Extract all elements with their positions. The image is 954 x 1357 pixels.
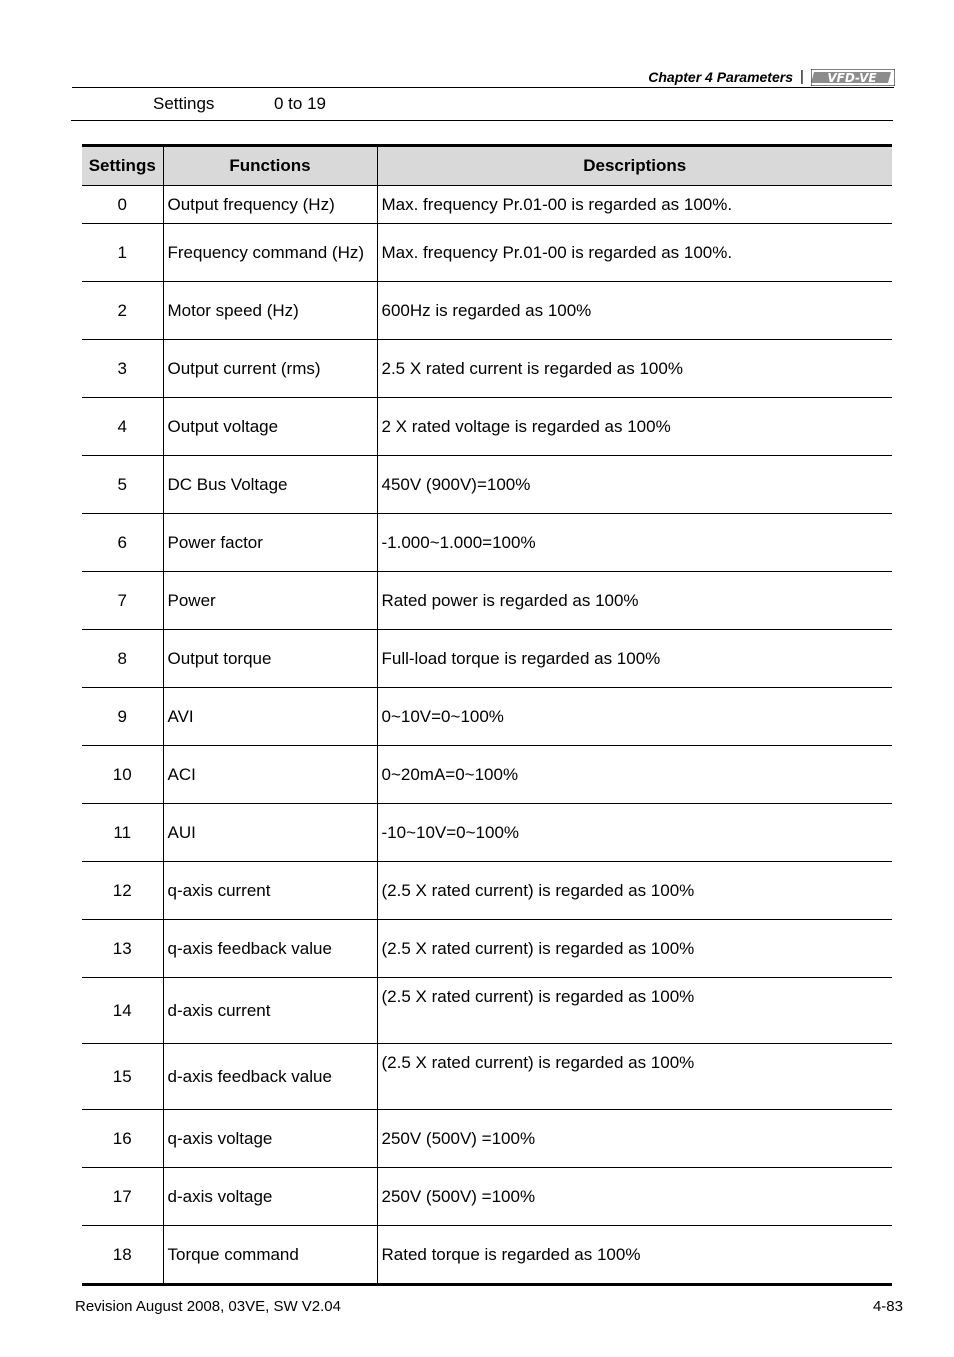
- description-cell: -10~10V=0~100%: [377, 804, 892, 862]
- description-cell: Max. frequency Pr.01-00 is regarded as 100%.: [377, 224, 892, 282]
- table-row: [82, 514, 892, 572]
- setting-cell: 3: [82, 340, 163, 398]
- logo-text: VFD-VE: [827, 71, 877, 85]
- column-header-functions: Functions: [163, 146, 377, 186]
- table-row: [82, 630, 892, 688]
- setting-cell: 17: [82, 1168, 163, 1226]
- function-cell: q-axis feedback value: [163, 920, 377, 978]
- settings-label: Settings: [153, 94, 215, 113]
- description-cell: Max. frequency Pr.01-00 is regarded as 100%.: [377, 186, 892, 224]
- function-cell: Power: [163, 572, 377, 630]
- setting-cell: 16: [82, 1110, 163, 1168]
- table-row: [82, 340, 892, 398]
- table-row: [82, 186, 892, 224]
- description-cell: 450V (900V)=100%: [377, 456, 892, 514]
- function-cell: AVI: [163, 688, 377, 746]
- function-cell: d-axis voltage: [163, 1168, 377, 1226]
- description-cell: 250V (500V) =100%: [377, 1110, 892, 1168]
- function-cell: Output torque: [163, 630, 377, 688]
- function-cell: q-axis current: [163, 862, 377, 920]
- chapter-title: Chapter 4 Parameters: [648, 69, 793, 85]
- setting-cell: 6: [82, 514, 163, 572]
- settings-rule: [71, 120, 893, 121]
- function-cell: q-axis voltage: [163, 1110, 377, 1168]
- table-row: [82, 978, 892, 1044]
- function-cell: AUI: [163, 804, 377, 862]
- table-row: [82, 920, 892, 978]
- chapter-separator: |: [800, 68, 804, 85]
- setting-cell: 10: [82, 746, 163, 804]
- table-row: [82, 282, 892, 340]
- description-cell: 600Hz is regarded as 100%: [377, 282, 892, 340]
- function-cell: Torque command: [163, 1226, 377, 1285]
- description-cell: Rated power is regarded as 100%: [377, 572, 892, 630]
- settings-line: [0, 94, 954, 116]
- setting-cell: 0: [82, 186, 163, 224]
- description-cell: 250V (500V) =100%: [377, 1168, 892, 1226]
- function-cell: Motor speed (Hz): [163, 282, 377, 340]
- function-cell: d-axis feedback value: [163, 1044, 377, 1110]
- function-cell: Frequency command (Hz): [163, 224, 377, 282]
- setting-cell: 18: [82, 1226, 163, 1285]
- description-cell: (2.5 X rated current) is regarded as 100%: [377, 920, 892, 978]
- setting-cell: 9: [82, 688, 163, 746]
- table-row: [82, 224, 892, 282]
- description-cell: Full-load torque is regarded as 100%: [377, 630, 892, 688]
- table-row: [82, 1168, 892, 1226]
- column-header-settings: Settings: [82, 146, 163, 186]
- revision-text: Revision August 2008, 03VE, SW V2.04: [75, 1298, 341, 1315]
- function-cell: ACI: [163, 746, 377, 804]
- table-row: [82, 1110, 892, 1168]
- table-row: [82, 398, 892, 456]
- description-cell: 0~10V=0~100%: [377, 688, 892, 746]
- description-cell: (2.5 X rated current) is regarded as 100%: [377, 978, 892, 1044]
- description-cell: 2.5 X rated current is regarded as 100%: [377, 340, 892, 398]
- vfd-ve-logo: [811, 69, 895, 86]
- header-rule: [72, 87, 894, 88]
- function-cell: Power factor: [163, 514, 377, 572]
- function-cell: Output current (rms): [163, 340, 377, 398]
- description-cell: 0~20mA=0~100%: [377, 746, 892, 804]
- description-cell: (2.5 X rated current) is regarded as 100%: [377, 862, 892, 920]
- column-header-descriptions: Descriptions: [377, 146, 892, 186]
- description-cell: Rated torque is regarded as 100%: [377, 1226, 892, 1285]
- table-row: [82, 572, 892, 630]
- setting-cell: 15: [82, 1044, 163, 1110]
- setting-cell: 11: [82, 804, 163, 862]
- setting-cell: 2: [82, 282, 163, 340]
- setting-cell: 1: [82, 224, 163, 282]
- function-cell: DC Bus Voltage: [163, 456, 377, 514]
- table-header-row: [82, 146, 892, 186]
- setting-cell: 8: [82, 630, 163, 688]
- function-cell: Output voltage: [163, 398, 377, 456]
- description-cell: 2 X rated voltage is regarded as 100%: [377, 398, 892, 456]
- setting-cell: 4: [82, 398, 163, 456]
- setting-cell: 12: [82, 862, 163, 920]
- description-cell: -1.000~1.000=100%: [377, 514, 892, 572]
- settings-value: 0 to 19: [274, 94, 326, 113]
- table-row: [82, 688, 892, 746]
- table-row: [82, 804, 892, 862]
- table-row: [82, 456, 892, 514]
- setting-cell: 14: [82, 978, 163, 1044]
- function-cell: Output frequency (Hz): [163, 186, 377, 224]
- page-number: 4-83: [872, 1298, 903, 1315]
- setting-cell: 7: [82, 572, 163, 630]
- setting-cell: 13: [82, 920, 163, 978]
- function-cell: d-axis current: [163, 978, 377, 1044]
- table-row: [82, 1226, 892, 1285]
- table-row: [82, 746, 892, 804]
- description-cell: (2.5 X rated current) is regarded as 100%: [377, 1044, 892, 1110]
- setting-cell: 5: [82, 456, 163, 514]
- table-row: [82, 1044, 892, 1110]
- table-row: [82, 862, 892, 920]
- parameter-table: [82, 144, 892, 1286]
